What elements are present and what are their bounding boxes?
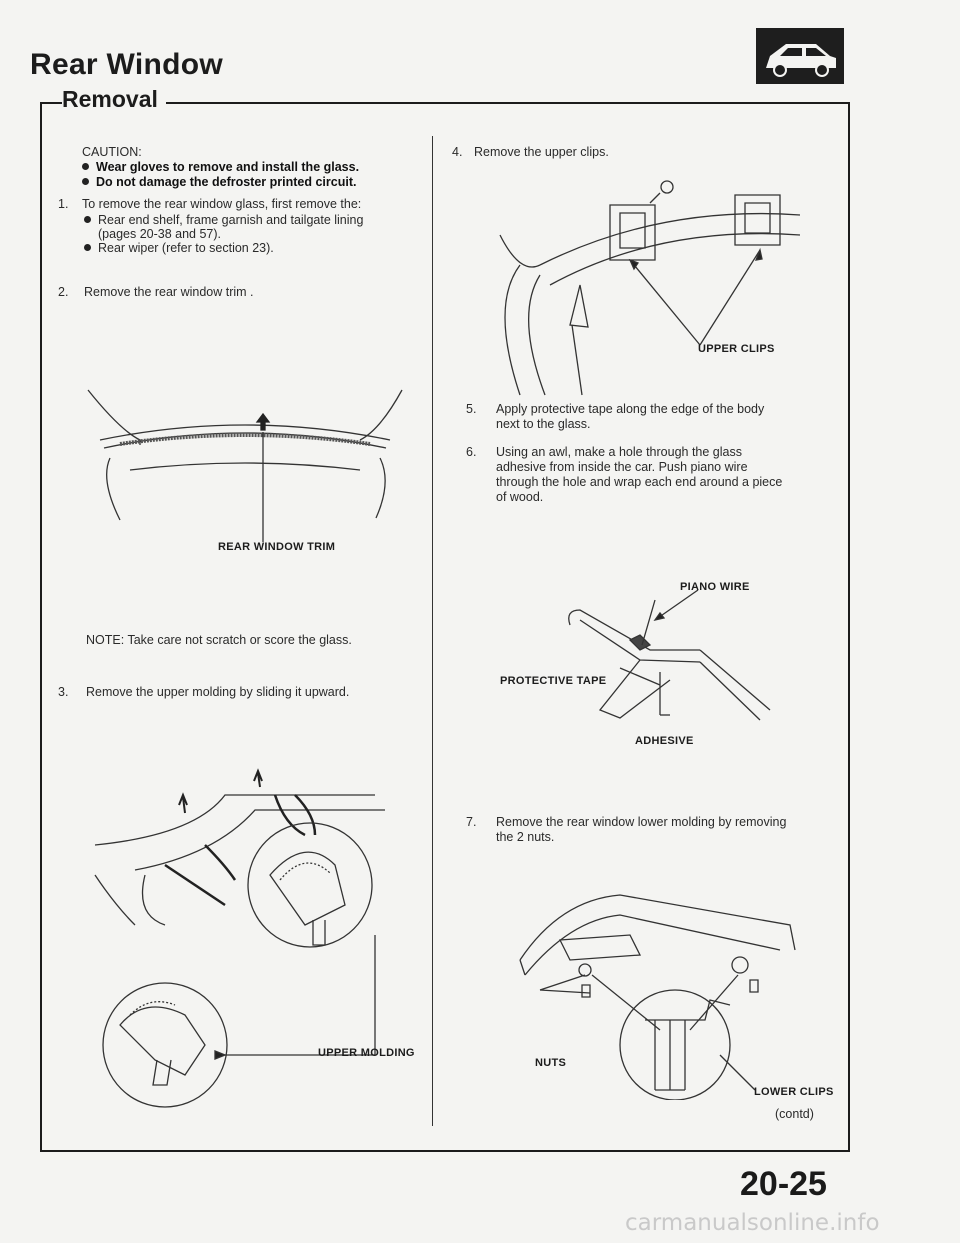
step-number: 4. <box>452 145 463 159</box>
step-text: Remove the upper molding by sliding it upward. <box>86 685 350 699</box>
frame-left-rule <box>40 102 42 1152</box>
lower-clips-illustration <box>460 880 825 1100</box>
page-number: 20-25 <box>740 1165 827 1203</box>
step-bullet-text: Rear end shelf, frame garnish and tailgate lining <box>98 213 364 227</box>
label-adhesive: ADHESIVE <box>635 735 694 747</box>
caution-text: Wear gloves to remove and install the glass. <box>96 160 360 174</box>
bullet-icon <box>84 216 91 223</box>
step-text: adhesive from inside the car. Push piano wire <box>496 460 748 474</box>
watermark-text: carmanualsonline.info <box>625 1210 880 1236</box>
step-bullet-text: Rear wiper (refer to section 23). <box>98 241 274 255</box>
step-number: 1. <box>58 197 69 211</box>
upper-molding-illustration <box>75 755 420 1125</box>
car-body-icon <box>756 28 844 84</box>
step-text: Remove the rear window lower molding by removing <box>496 815 787 829</box>
bullet-icon <box>82 163 89 170</box>
step-bullet-continued: (pages 20-38 and 57). <box>98 227 222 241</box>
rear-window-trim-illustration <box>80 370 410 550</box>
caution-heading: CAUTION: <box>82 145 142 159</box>
step-text: To remove the rear window glass, first remove the: <box>82 197 362 211</box>
step-text: of wood. <box>496 490 544 504</box>
label-piano-wire: PIANO WIRE <box>680 581 750 593</box>
section-heading: Removal <box>62 86 166 113</box>
caution-text: Do not damage the defroster printed circuit. <box>96 175 357 189</box>
upper-clips-illustration <box>460 165 810 400</box>
label-rear-window-trim: REAR WINDOW TRIM <box>218 541 336 553</box>
note-text: NOTE: Take care not scratch or score the glass. <box>86 633 352 647</box>
bullet-icon <box>84 244 91 251</box>
label-nuts: NUTS <box>535 1057 567 1069</box>
page-title: Rear Window <box>30 48 224 81</box>
step-bullet <box>84 241 274 256</box>
label-lower-clips: LOWER CLIPS <box>754 1086 834 1098</box>
step-text: through the hole and wrap each end around a piece <box>496 475 783 489</box>
step-text: Apply protective tape along the edge of the body <box>496 402 765 416</box>
step-number: 5. <box>466 402 477 416</box>
contd-note: (contd) <box>775 1107 814 1121</box>
step-text: Remove the upper clips. <box>474 145 609 159</box>
step-number: 6. <box>466 445 477 459</box>
bullet-icon <box>82 178 89 185</box>
caution-item <box>82 175 356 190</box>
step-number: 3. <box>58 685 69 699</box>
step-number: 7. <box>466 815 477 829</box>
step-bullet <box>84 213 363 228</box>
step-text: Remove the rear window trim . <box>84 285 254 299</box>
step-text: the 2 nuts. <box>496 830 555 844</box>
piano-wire-illustration <box>560 580 780 740</box>
frame-bottom-rule <box>40 1150 850 1152</box>
label-upper-clips: UPPER CLIPS <box>698 343 775 355</box>
step-text: Using an awl, make a hole through the glass <box>496 445 742 459</box>
column-divider <box>432 136 433 1126</box>
frame-right-rule <box>848 102 850 1152</box>
step-number: 2. <box>58 285 69 299</box>
step-text: next to the glass. <box>496 417 591 431</box>
label-protective-tape: PROTECTIVE TAPE <box>500 675 607 687</box>
label-upper-molding: UPPER MOLDING <box>318 1047 415 1059</box>
caution-item <box>82 160 359 175</box>
